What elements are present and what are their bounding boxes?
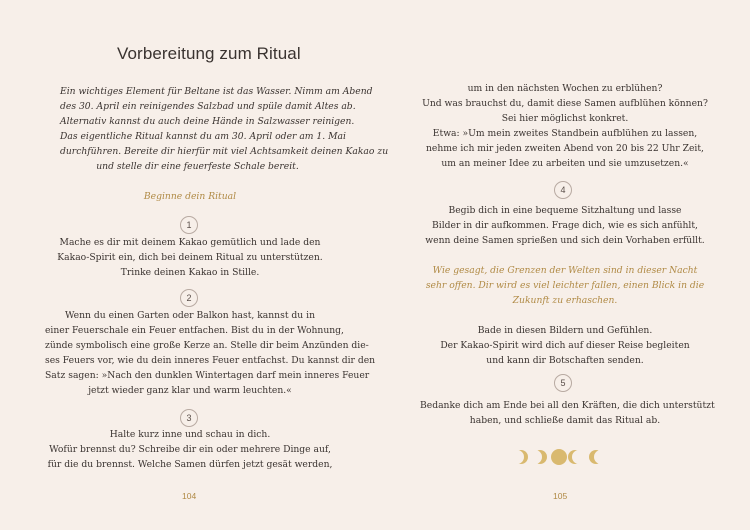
page-number: 104 (182, 491, 197, 501)
text-line: Begib dich in eine bequeme Sitzhaltung und lasse (448, 205, 682, 216)
moon-phase-icon (533, 450, 547, 464)
text-line: Das eigentliche Ritual kannst du am 30. April oder am 1. Mai (60, 131, 346, 143)
text-line: Wenn du einen Garten oder Balkon hast, kannst du in (64, 310, 316, 321)
text-line: Mache es dir mit deinem Kakao gemütlich und lade den (59, 237, 321, 248)
text-line: um in den nächsten Wochen zu erblühen? (467, 83, 663, 94)
text-line: Etwa: »Um mein zweites Standbein aufblühen zu lassen, (432, 128, 698, 140)
text-line: einer Feuerschale ein Feuer entfachen. Bist du in der Wohnung, (45, 325, 344, 337)
text-line: Und was brauchst du, damit diese Samen aufblühen können? (422, 98, 708, 110)
text-line: ses Feuers vor, wie du dein inneres Feuer entfachst. Du kannst dir den (45, 355, 376, 367)
text-line: zünde symbolisch eine große Kerze an. Stelle dir beim Anzünden die- (45, 340, 369, 352)
text-line: um an meiner Idee zu arbeiten und sie umzusetzen.« (441, 158, 689, 170)
text-line: Bilder in dir aufkommen. Frage dich, wie es sich anfühlt, (432, 220, 698, 232)
step-number-badge: 1 (180, 216, 198, 234)
step-4-text (420, 203, 710, 248)
moon-phases-icon (513, 446, 605, 468)
step-number-badge: 5 (554, 374, 572, 392)
text-line: Wofür brennst du? Schreibe dir ein oder mehrere Dinge auf, (49, 444, 331, 456)
text-line: und kann dir Botschaften senden. (486, 355, 644, 367)
text-line: Bedanke dich am Ende bei all den Kräften, die dich unterstützt (420, 400, 715, 411)
text-line: durchführen. Bereite dir hierfür mit viel Achtsamkeit deinen Kakao zu (60, 146, 389, 158)
text-line: für die du brennst. Welche Samen dürfen jetzt gesät werden, (47, 459, 333, 471)
page-title: Vorbereitung zum Ritual (117, 44, 301, 63)
text-line: Wie gesagt, die Grenzen der Welten sind in dieser Nacht (432, 265, 698, 276)
moon-phase-icon (568, 450, 582, 464)
text-line: Alternativ kannst du auch deine Hände in Salzwasser reinigen. (60, 116, 355, 128)
intro-paragraph (60, 84, 389, 175)
step-2-text (45, 308, 376, 399)
moon-phase-icon (514, 450, 528, 464)
step-number-badge: 3 (180, 409, 198, 427)
text-line: und stelle dir eine feuerfeste Schale bereit. (96, 161, 299, 173)
text-line: Sei hier möglichst konkret. (501, 113, 629, 125)
text-line: wenn deine Samen sprießen und sich dein Vorhaben erfüllt. (425, 235, 705, 247)
text-line: jetzt wieder ganz klar und warm leuchten.« (88, 385, 292, 397)
text-line: Kakao-Spirit ein, dich bei deinem Ritual zu unterstützen. (57, 252, 323, 264)
step-1-text (45, 235, 335, 280)
after-quote-text (420, 323, 710, 368)
text-line: Trinke deinen Kakao in Stille. (120, 267, 260, 279)
text-line: sehr offen. Dir wird es viel leichter fallen, einen Blick in die (425, 280, 705, 292)
step-3-text (45, 427, 335, 472)
section-subheading: Beginne dein Ritual (143, 191, 237, 202)
text-line: Ein wichtiges Element für Beltane ist das Wasser. Nimm am Abend (60, 86, 373, 97)
text-line: Der Kakao-Spirit wird dich auf dieser Reise begleiten (440, 340, 690, 352)
text-line: Zukunft zu erhaschen. (512, 295, 618, 307)
step-5-text (420, 398, 715, 428)
full-moon-icon (551, 449, 567, 465)
text-line: Bade in diesen Bildern und Gefühlen. (477, 325, 653, 336)
page-number: 105 (553, 491, 568, 501)
step-number-badge: 2 (180, 289, 198, 307)
text-line: haben, und schließe damit das Ritual ab. (469, 415, 661, 427)
continued-paragraph (420, 81, 710, 172)
text-line: Halte kurz inne und schau in dich. (109, 429, 271, 440)
text-line: nehme ich mir jeden zweiten Abend von 20 bis 22 Uhr Zeit, (426, 143, 704, 155)
text-line: Satz sagen: »Nach den dunklen Wintertagen darf mein inneres Feuer (45, 370, 370, 382)
text-line: des 30. April ein reinigendes Salzbad und spüle damit Altes ab. (60, 101, 356, 113)
step-number-badge: 4 (554, 181, 572, 199)
moon-phase-icon (589, 450, 603, 464)
highlighted-quote (420, 263, 710, 308)
